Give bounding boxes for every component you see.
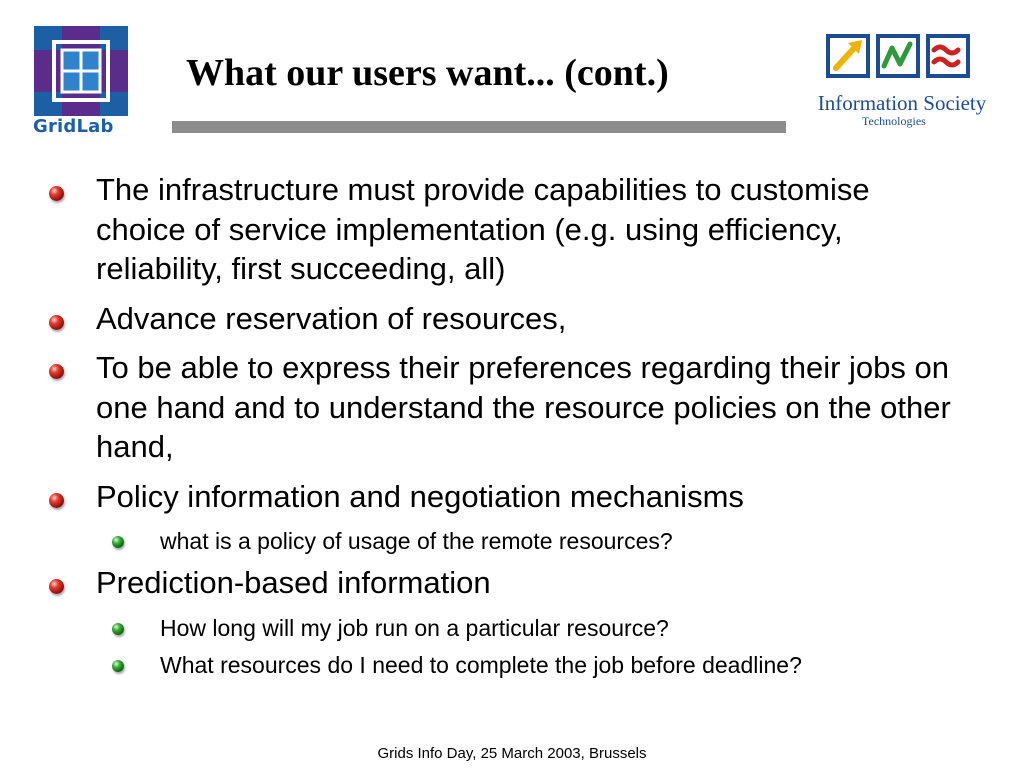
sub-bullet-item xyxy=(0,613,1024,643)
gridlab-logo-text: GridLab xyxy=(33,116,114,137)
red-bullet-icon xyxy=(49,186,64,201)
bullet-text: Advance reservation of resources, xyxy=(96,300,567,336)
bullet-text: Policy information and negotiation mechanisms xyxy=(96,478,744,514)
sub-bullet-text: what is a policy of usage of the remote resources? xyxy=(160,528,673,554)
red-bullet-icon xyxy=(49,364,64,379)
gridlab-logo xyxy=(30,24,134,140)
bullet-list xyxy=(0,170,1024,687)
bullet-item xyxy=(0,563,1024,603)
bullet-item xyxy=(0,170,1024,289)
bullet-text: Prediction-based information xyxy=(96,565,491,600)
sub-bullet-text: What resources do I need to complete the job before deadline? xyxy=(160,651,802,678)
bullet-item xyxy=(0,477,1024,517)
ist-logo-name: Information Society xyxy=(817,91,987,115)
ist-arrows-icon xyxy=(826,30,972,88)
red-bullet-icon xyxy=(49,315,64,330)
red-bullet-icon xyxy=(49,493,64,508)
bullet-item xyxy=(0,299,1024,339)
bullet-item xyxy=(0,348,1024,467)
slide-title: What our users want... (cont.) xyxy=(186,52,669,94)
bullet-text: The infrastructure must provide capabilities to customise choice of service implementation (e.g. using efficiency, reliability, first succeeding, all) xyxy=(96,172,870,286)
sub-bullet-item xyxy=(0,650,1024,680)
green-bullet-icon xyxy=(112,536,124,548)
sub-bullet-text: How long will my job run on a particular resource? xyxy=(160,614,669,641)
title-underline-bar xyxy=(172,121,786,133)
green-bullet-icon xyxy=(112,623,124,635)
ist-logo xyxy=(804,30,1000,130)
red-bullet-icon xyxy=(49,579,64,594)
bullet-text: To be able to express their preferences regarding their jobs on one hand and to understand the resource policies on the other hand, xyxy=(96,350,951,464)
green-bullet-icon xyxy=(112,660,124,672)
sub-bullet-item xyxy=(0,526,1024,556)
gridlab-grid-icon xyxy=(34,26,128,116)
slide-footer: Grids Info Day, 25 March 2003, Brussels xyxy=(377,745,647,762)
ist-logo-subtitle: Technologies xyxy=(862,114,926,128)
